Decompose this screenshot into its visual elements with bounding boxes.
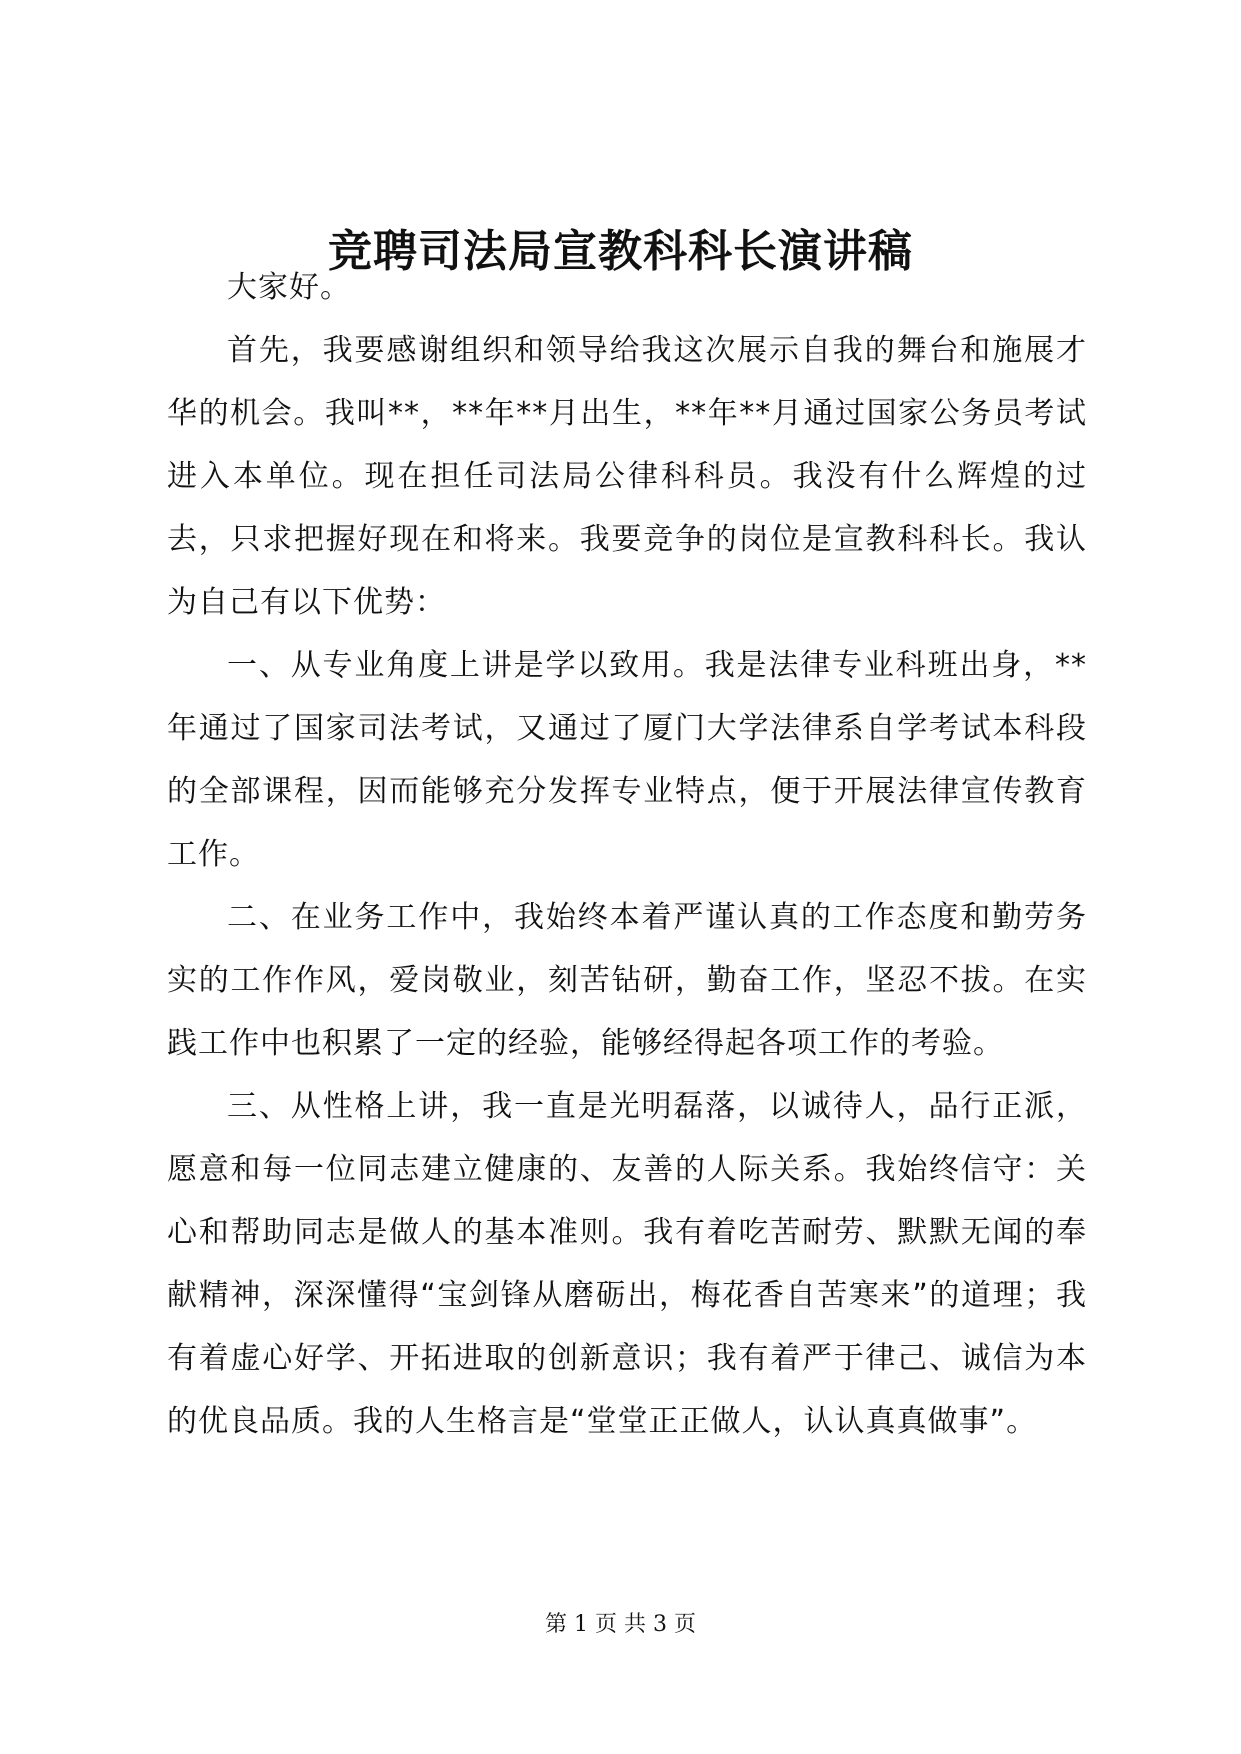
paragraph-point-one: 一、从专业角度上讲是学以致用。我是法律专业科班出身，**年通过了国家司法考试，又通过了厦门大学法律系自学考试本科段的全部课程，因而能够充分发挥专业特点，便于开展法律宣传教育工作。 [167,648,1087,872]
page-title: 竞聘司法局宣教科科长演讲稿 [328,226,913,277]
paragraph-point-two: 二、在业务工作中，我始终本着严谨认真的工作态度和勤劳务实的工作作风，爱岗敬业，刻苦钻研，勤奋工作，坚忍不拔。在实践工作中也积累了一定的经验，能够经得起各项工作的考验。 [167,900,1087,1061]
paragraph-greeting: 大家好。 [227,270,351,305]
page-footer: 第 1 页 共 3 页 [545,1612,696,1637]
paragraph-point-three: 三、从性格上讲，我一直是光明磊落，以诚待人，品行正派，愿意和每一位同志建立健康的、友善的人际关系。我始终信守：关心和帮助同志是做人的基本准则。我有着吃苦耐劳、默默无闻的奉献精神，深深懂得“宝剑锋从磨砺出，梅花香自苦寒来”的道理；我有着虚心好学、开拓进取的创新意识；我有着严于律己、诚信为本的优良品质。我的人生格言是“堂堂正正做人，认认真真做事”。 [167,1089,1087,1439]
document-body [167,256,1087,1453]
paragraph-introduction: 首先，我要感谢组织和领导给我这次展示自我的舞台和施展才华的机会。我叫**，**年**月出生，**年**月通过国家公务员考试进入本单位。现在担任司法局公律科科员。我没有什么辉煌的过去，只求把握好现在和将来。我要竞争的岗位是宣教科科长。我认为自己有以下优势： [167,333,1087,620]
